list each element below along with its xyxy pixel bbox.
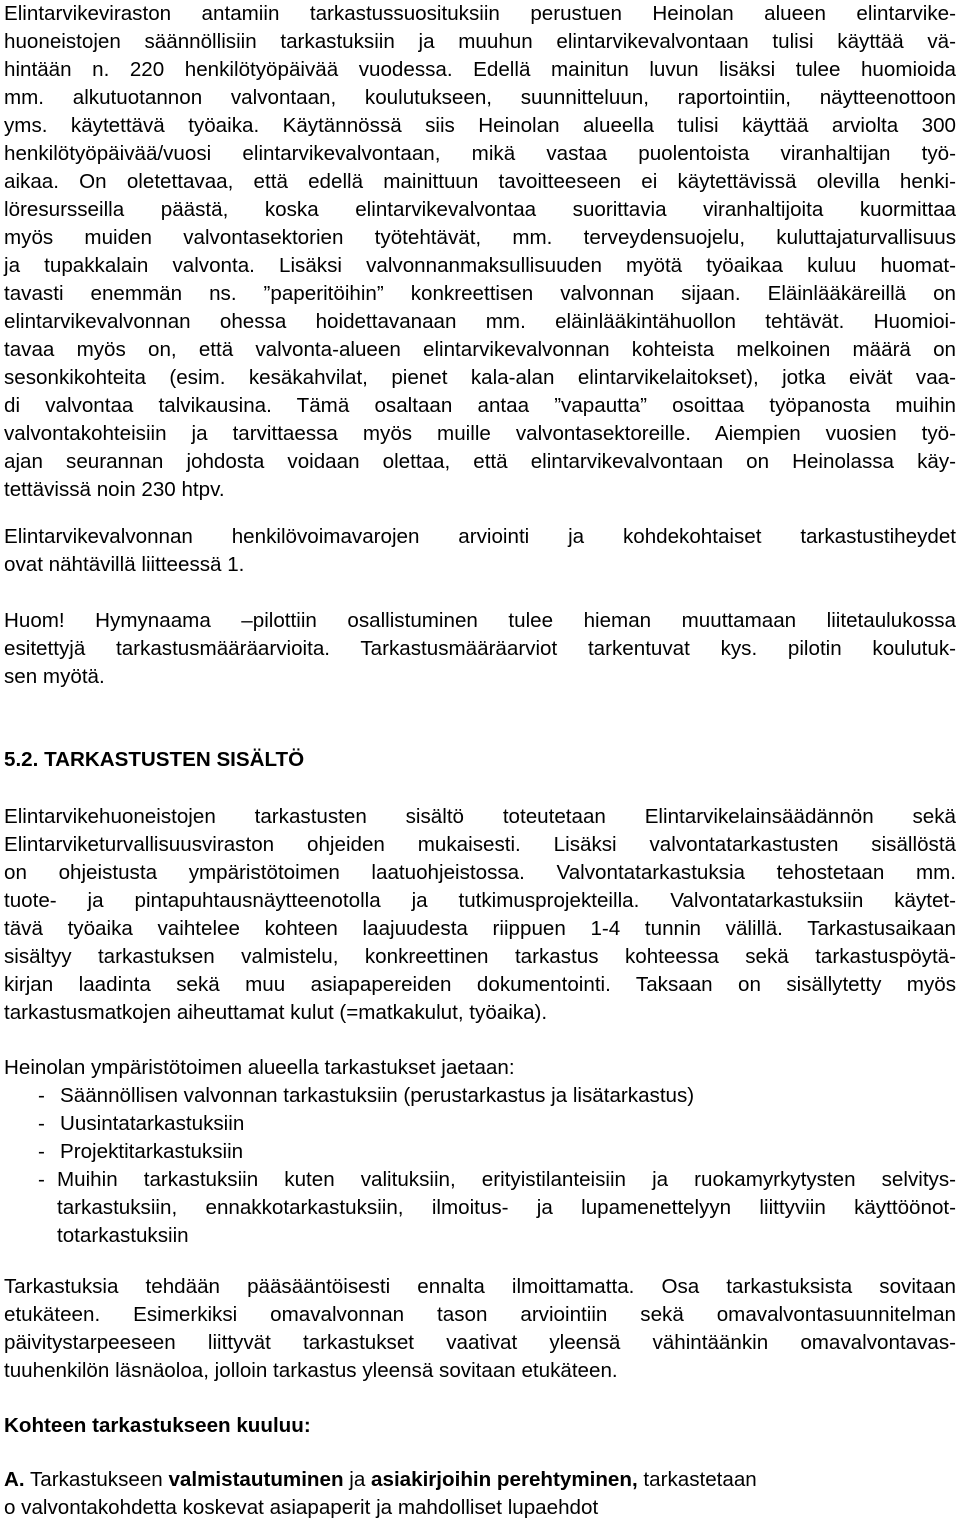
paragraph-line: Elintarviketurvallisuusviraston ohjeiden mukaisesti. Lisäksi valvontatarkastusten sisällöstä — [4, 833, 956, 856]
paragraph-line: myös muiden valvontasektorien työtehtävät, mm. terveydensuojelu, kuluttajaturvallisuus — [4, 226, 956, 249]
paragraph-line: etukäteen. Esimerkiksi omavalvonnan tason arviointiin sekä omavalvontasuunnitelman — [4, 1303, 956, 1326]
list-dash: - — [38, 1168, 45, 1191]
paragraph-line: hintään n. 220 henkilötyöpäivää vuodessa. Edellä mainitun luvun lisäksi tulee huomioida — [4, 58, 956, 81]
paragraph-line: tävä työaika vaihtelee kohteen laajuudesta riippuen 1-4 tunnin välillä. Tarkastusaikaan — [4, 917, 956, 940]
item-a-bold-text: asiakirjoihin perehtyminen, — [371, 1468, 638, 1491]
list-item: Projektitarkastuksiin — [60, 1140, 244, 1163]
paragraph-line: tuote- ja pintapuhtausnäytteenotolla ja tutkimusprojekteilla. Valvontatarkastuksiin käytet- — [4, 889, 956, 912]
item-a-letter: A. — [4, 1468, 25, 1491]
item-a-subitem: o valvontakohdetta koskevat asiapaperit ja mahdolliset lupaehdot — [4, 1496, 599, 1519]
section-heading: 5.2. TARKASTUSTEN SISÄLTÖ — [4, 748, 305, 771]
paragraph-line: sisältyy tarkastuksen valmistelu, konkreettinen tarkastus kohteessa sekä tarkastuspöytä- — [4, 945, 956, 968]
paragraph-line: tavasti enemmän ns. ”paperitöihin” konkreettisen valvonnan sijaan. Eläinlääkäreillä on — [4, 282, 956, 305]
paragraph-line: päivitystarpeeseen liittyvät tarkastukset vaativat yleensä vähintäänkin omavalvontavas- — [4, 1331, 956, 1354]
item-a-text: tarkastetaan — [637, 1468, 757, 1491]
paragraph-line: mm. alkutuotannon valvontaan, koulutukseen, suunnitteluun, raportointiin, näytteenottoon — [4, 86, 956, 109]
paragraph-line: henkilötyöpäivää/vuosi elintarvikevalvontaan, mikä vastaa puolentoista viranhaltijan työ- — [4, 142, 956, 165]
list-item-continuation: tarkastuksiin, ennakkotarkastuksiin, ilmoitus- ja lupamenettelyyn liittyviin käyttöönot- — [57, 1196, 956, 1219]
paragraph-line: tavaa myös on, että valvonta-alueen elintarvikevalvonnan kohteista melkoinen määrä on — [4, 338, 956, 361]
paragraph-line: Elintarvikevalvonnan henkilövoimavarojen arviointi ja kohdekohtaiset tarkastustiheydet — [4, 525, 956, 548]
item-a-text: ja — [343, 1468, 372, 1491]
paragraph-line: Tarkastuksia tehdään pääsääntöisesti ennalta ilmoittamatta. Osa tarkastuksista sovitaan — [4, 1275, 956, 1298]
paragraph-line: löresursseilla päästä, koska elintarvikevalvontaa suorittavia viranhaltijoita kuormittaa — [4, 198, 956, 221]
paragraph-line: sen myötä. — [4, 665, 105, 688]
paragraph-line: on ohjeistusta ympäristötoimen laatuohjeistossa. Valvontatarkastuksia tehostetaan mm. — [4, 861, 956, 884]
list-dash: - — [38, 1084, 45, 1107]
list-dash: - — [38, 1112, 45, 1135]
paragraph-line: sesonkikohteita (esim. kesäkahvilat, pienet kala-alan elintarvikelaitokset), jotka eivät vaa- — [4, 366, 956, 389]
paragraph-line: huoneistojen säännöllisiin tarkastuksiin ja muuhun elintarvikevalvontaan tulisi käyttää vä- — [4, 30, 956, 53]
list-item: Säännöllisen valvonnan tarkastuksiin (perustarkastus ja lisätarkastus) — [60, 1084, 695, 1107]
paragraph-line: tuuhenkilön läsnäoloa, jolloin tarkastus yleensä sovitaan etukäteen. — [4, 1359, 618, 1382]
list-item-continuation: totarkastuksiin — [57, 1224, 189, 1247]
item-a-text: Tarkastukseen — [24, 1468, 169, 1491]
paragraph-line: Elintarvikehuoneistojen tarkastusten sisältö toteutetaan Elintarvikelainsäädännön sekä — [4, 805, 956, 828]
paragraph-line: elintarvikevalvonnan ohessa hoidettavanaan mm. eläinlääkintähuollon tehtävät. Huomioi- — [4, 310, 956, 333]
paragraph-line: Elintarvikeviraston antamiin tarkastussuosituksiin perustuen Heinolan alueen elintarvike- — [4, 2, 956, 25]
paragraph-line: ajan seurannan johdosta voidaan olettaa, että elintarvikevalvontaan on Heinolassa käy- — [4, 450, 956, 473]
paragraph-line: ovat nähtävillä liitteessä 1. — [4, 553, 245, 576]
paragraph-line: di valvontaa talvikausina. Tämä osaltaan antaa ”vapautta” osoittaa työpanosta muihin — [4, 394, 956, 417]
paragraph-line: Huom! Hymynaama –pilottiin osallistuminen tulee hieman muuttamaan liitetaulukossa — [4, 609, 956, 632]
paragraph-line: valvontakohteisiin ja tarvittaessa myös muille valvontasektoreille. Aiempien vuosien työ- — [4, 422, 956, 445]
paragraph-line: ja tupakkalain valvonta. Lisäksi valvonnanmaksullisuuden myötä työaikaa kuluu huomat- — [4, 254, 956, 277]
subheading: Kohteen tarkastukseen kuuluu: — [4, 1414, 311, 1437]
list-item: Muihin tarkastuksiin kuten valituksiin, erityistilanteisiin ja ruokamyrkytysten selvitys- — [57, 1168, 956, 1191]
list-dash: - — [38, 1140, 45, 1163]
list-item: Uusintatarkastuksiin — [60, 1112, 245, 1135]
item-a-line — [4, 1466, 757, 1493]
paragraph-line: esitettyjä tarkastusmääräarvioita. Tarkastusmääräarviot tarkentuvat kys. pilotin koulutuk- — [4, 637, 956, 660]
paragraph-line: kirjan laadinta sekä muu asiapapereiden dokumentointi. Taksaan on sisällytetty myös — [4, 973, 956, 996]
paragraph-line: aikaa. On oletettavaa, että edellä mainittuun tavoitteeseen ei käytettävissä olevilla henki- — [4, 170, 956, 193]
item-a-bold-text: valmistautuminen — [168, 1468, 344, 1491]
list-intro: Heinolan ympäristötoimen alueella tarkastukset jaetaan: — [4, 1056, 515, 1079]
paragraph-line: yms. käytettävä työaika. Käytännössä siis Heinolan alueella tulisi käyttää arviolta 300 — [4, 114, 956, 137]
paragraph-line: tarkastusmatkojen aiheuttamat kulut (=matkakulut, työaika). — [4, 1001, 548, 1024]
paragraph-line: tettävissä noin 230 htpv. — [4, 478, 225, 501]
